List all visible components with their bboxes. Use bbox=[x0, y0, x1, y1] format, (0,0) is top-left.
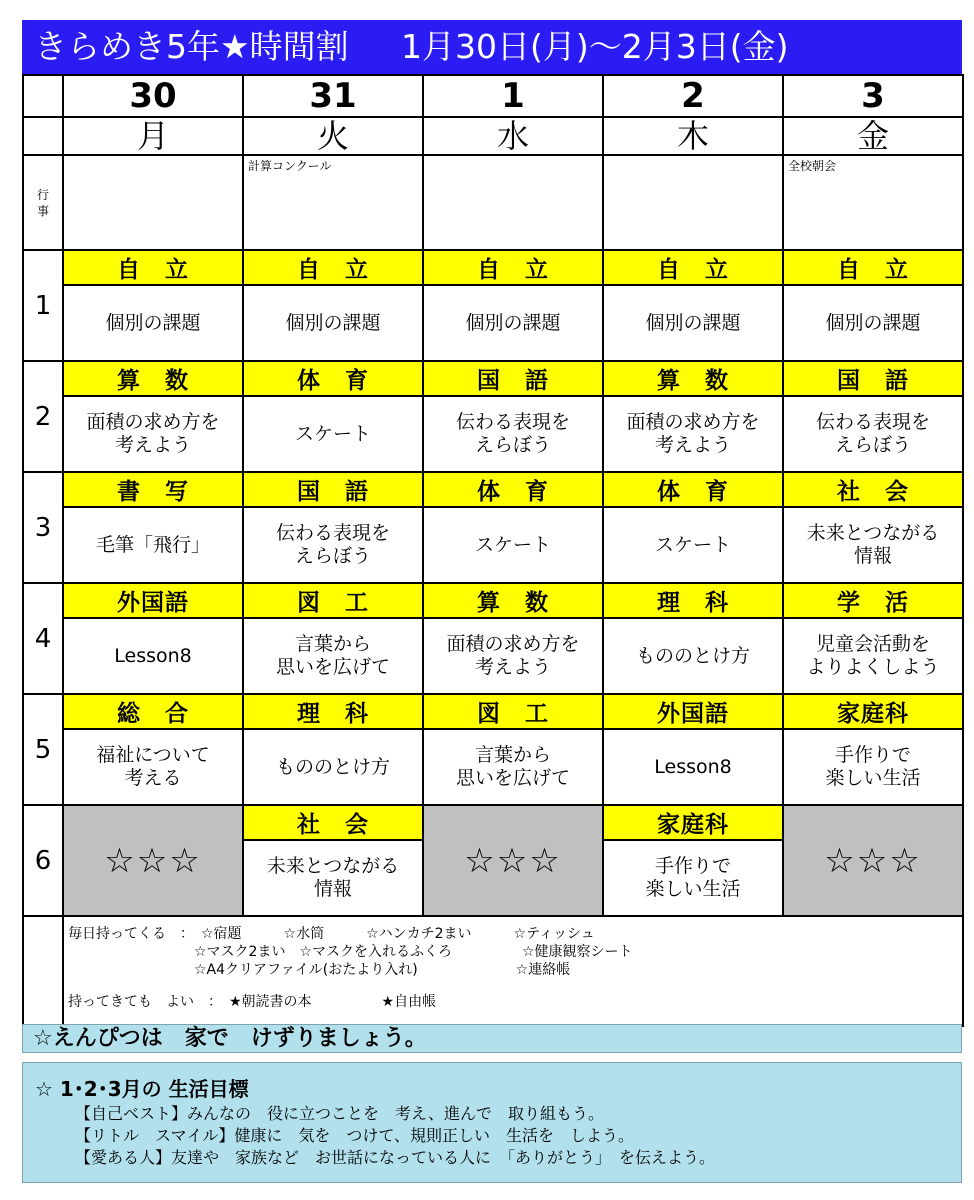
activity-cell: 毛筆「飛行」 bbox=[63, 507, 243, 583]
subject-cell: 書 写 bbox=[63, 472, 243, 507]
activity-cell: 手作りで 楽しい生活 bbox=[783, 729, 963, 805]
life-goal-item: 【リトル スマイル】健康に 気を つけて、規則正しい 生活を しよう。 bbox=[75, 1126, 635, 1145]
period-number: 6 bbox=[23, 805, 63, 916]
activity-cell: 個別の課題 bbox=[603, 285, 783, 361]
activity-cell: 面積の求め方を 考えよう bbox=[603, 396, 783, 472]
date-fri: 3 bbox=[783, 75, 963, 117]
period-1-activity-row bbox=[23, 285, 963, 361]
no-class-stars: ☆☆☆ bbox=[783, 805, 963, 916]
subject-cell: 家庭科 bbox=[603, 805, 783, 840]
weekday-mon: 月 bbox=[63, 117, 243, 155]
notes-line-3: ☆A4クリアファイル(おたより入れ) ☆連絡帳 bbox=[68, 962, 571, 978]
subject-cell: 理 科 bbox=[603, 583, 783, 618]
notes-line-daily: 毎日持ってくる ： ☆宿題 ☆水筒 ☆ハンカチ2まい ☆ティッシュ bbox=[68, 926, 595, 942]
date-thu: 2 bbox=[603, 75, 783, 117]
notes-corner bbox=[23, 916, 63, 1026]
subject-cell: 国 語 bbox=[423, 361, 603, 396]
activity-cell: 手作りで 楽しい生活 bbox=[603, 840, 783, 916]
subject-cell: 国 語 bbox=[783, 361, 963, 396]
period-number: 1 bbox=[23, 250, 63, 361]
activity-cell: 伝わる表現を えらぼう bbox=[783, 396, 963, 472]
date-wed: 1 bbox=[423, 75, 603, 117]
date-row bbox=[23, 75, 963, 117]
subject-cell: 自 立 bbox=[63, 250, 243, 285]
activity-cell: スケート bbox=[603, 507, 783, 583]
activity-cell: 伝わる表現を えらぼう bbox=[243, 507, 423, 583]
date-mon: 30 bbox=[63, 75, 243, 117]
activity-cell: 個別の課題 bbox=[783, 285, 963, 361]
corner-cell bbox=[23, 75, 63, 117]
activity-cell: 面積の求め方を 考えよう bbox=[423, 618, 603, 694]
events-label-text: 行 事 bbox=[36, 187, 49, 218]
belongings-notes bbox=[63, 916, 963, 1026]
subject-cell: 国 語 bbox=[243, 472, 423, 507]
activity-cell: 個別の課題 bbox=[243, 285, 423, 361]
activity-cell: 言葉から 思いを広げて bbox=[423, 729, 603, 805]
subject-cell: 外国語 bbox=[603, 694, 783, 729]
activity-cell: Lesson8 bbox=[63, 618, 243, 694]
no-class-stars: ☆☆☆ bbox=[423, 805, 603, 916]
event-mon bbox=[63, 155, 243, 250]
life-goals-box bbox=[22, 1062, 962, 1183]
subject-cell: 自 立 bbox=[423, 250, 603, 285]
subject-cell: 体 育 bbox=[243, 361, 423, 396]
activity-cell: 未来とつながる 情報 bbox=[783, 507, 963, 583]
subject-cell: 社 会 bbox=[243, 805, 423, 840]
subject-cell: 自 立 bbox=[243, 250, 423, 285]
subject-cell: 理 科 bbox=[243, 694, 423, 729]
weekday-tue: 火 bbox=[243, 117, 423, 155]
period-2-activity-row bbox=[23, 396, 963, 472]
corner-cell bbox=[23, 117, 63, 155]
weekday-thu: 木 bbox=[603, 117, 783, 155]
page-title: きらめき5年★時間割 1月30日(月)～2月3日(金) bbox=[22, 20, 962, 74]
subject-cell: 学 活 bbox=[783, 583, 963, 618]
period-number: 2 bbox=[23, 361, 63, 472]
subject-cell: 体 育 bbox=[423, 472, 603, 507]
events-label bbox=[23, 155, 63, 250]
activity-cell: スケート bbox=[243, 396, 423, 472]
life-goals-title: ☆ 1･2･3月の 生活目標 bbox=[35, 1077, 249, 1101]
activity-cell: 伝わる表現を えらぼう bbox=[423, 396, 603, 472]
activity-cell: スケート bbox=[423, 507, 603, 583]
notes-row bbox=[23, 916, 963, 1026]
period-6-subject-row bbox=[23, 805, 963, 840]
event-tue: 計算コンクール bbox=[243, 155, 423, 250]
life-goal-item: 【自己ベスト】みんなの 役に立つことを 考え、進んで 取り組もう。 bbox=[75, 1104, 604, 1123]
period-number: 5 bbox=[23, 694, 63, 805]
period-2-subject-row bbox=[23, 361, 963, 396]
subject-cell: 家庭科 bbox=[783, 694, 963, 729]
period-5-activity-row bbox=[23, 729, 963, 805]
subject-cell: 自 立 bbox=[603, 250, 783, 285]
weekday-wed: 水 bbox=[423, 117, 603, 155]
event-fri: 全校朝会 bbox=[783, 155, 963, 250]
period-4-subject-row bbox=[23, 583, 963, 618]
activity-cell: Lesson8 bbox=[603, 729, 783, 805]
period-number: 3 bbox=[23, 472, 63, 583]
subject-cell: 算 数 bbox=[63, 361, 243, 396]
event-wed bbox=[423, 155, 603, 250]
pencil-notice: ☆えんぴつは 家で けずりましょう。 bbox=[22, 1024, 962, 1053]
period-3-activity-row bbox=[23, 507, 963, 583]
activity-cell: 個別の課題 bbox=[63, 285, 243, 361]
life-goal-item: 【愛ある人】友達や 家族など お世話になっている人に 「ありがとう」 を伝えよう。 bbox=[75, 1148, 716, 1167]
activity-cell: 個別の課題 bbox=[423, 285, 603, 361]
activity-cell: 言葉から 思いを広げて bbox=[243, 618, 423, 694]
period-3-subject-row bbox=[23, 472, 963, 507]
period-4-activity-row bbox=[23, 618, 963, 694]
subject-cell: 外国語 bbox=[63, 583, 243, 618]
timetable bbox=[22, 74, 964, 1027]
period-number: 4 bbox=[23, 583, 63, 694]
activity-cell: もののとけ方 bbox=[603, 618, 783, 694]
notes-line-optional: 持ってきても よい ： ★朝読書の本 ★自由帳 bbox=[68, 994, 437, 1010]
events-row bbox=[23, 155, 963, 250]
subject-cell: 算 数 bbox=[603, 361, 783, 396]
subject-cell: 体 育 bbox=[603, 472, 783, 507]
subject-cell: 図 工 bbox=[423, 694, 603, 729]
activity-cell: 未来とつながる 情報 bbox=[243, 840, 423, 916]
subject-cell: 社 会 bbox=[783, 472, 963, 507]
period-5-subject-row bbox=[23, 694, 963, 729]
subject-cell: 総 合 bbox=[63, 694, 243, 729]
date-tue: 31 bbox=[243, 75, 423, 117]
activity-cell: 面積の求め方を 考えよう bbox=[63, 396, 243, 472]
activity-cell: 福祉について 考える bbox=[63, 729, 243, 805]
no-class-stars: ☆☆☆ bbox=[63, 805, 243, 916]
activity-cell: もののとけ方 bbox=[243, 729, 423, 805]
subject-cell: 算 数 bbox=[423, 583, 603, 618]
weekday-row bbox=[23, 117, 963, 155]
event-thu bbox=[603, 155, 783, 250]
subject-cell: 図 工 bbox=[243, 583, 423, 618]
activity-cell: 児童会活動を よりよくしよう bbox=[783, 618, 963, 694]
weekday-fri: 金 bbox=[783, 117, 963, 155]
period-1-subject-row bbox=[23, 250, 963, 285]
notes-line-2: ☆マスク2まい ☆マスクを入れるふくろ ☆健康観察シート bbox=[68, 944, 633, 960]
subject-cell: 自 立 bbox=[783, 250, 963, 285]
